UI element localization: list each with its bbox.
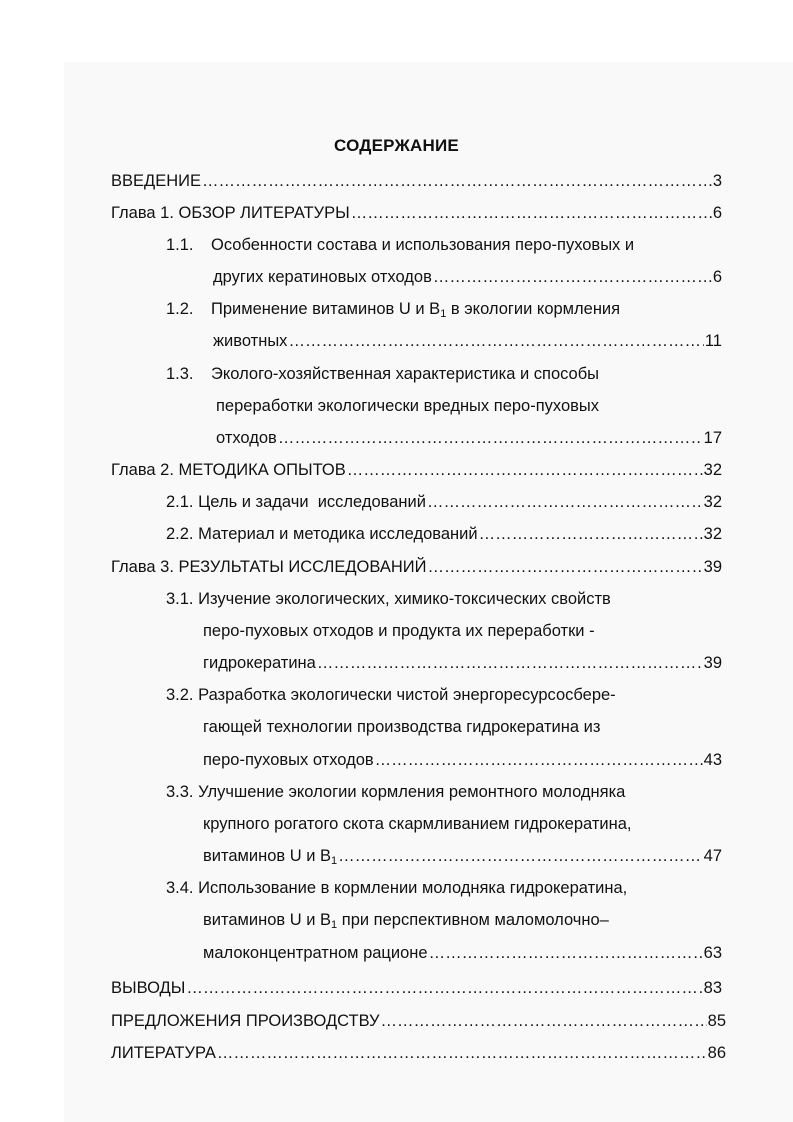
subscript: 1: [331, 919, 338, 931]
toc-page-number: 39: [703, 654, 722, 672]
subscript: 1: [331, 855, 338, 867]
leader-dots: [338, 845, 702, 867]
toc-label: ВЫВОДЫ: [111, 979, 186, 997]
toc-entry-3-4-line-2: [203, 909, 609, 931]
toc-entry-3-3-line-2: [203, 813, 631, 835]
toc-label: отходов: [216, 429, 277, 447]
toc-page-number: 32: [703, 525, 722, 543]
toc-entry-chapter-3: [111, 556, 722, 578]
toc-label: ЛИТЕРАТУРА: [111, 1044, 216, 1062]
toc-label: Глава 3. РЕЗУЛЬТАТЫ ИССЛЕДОВАНИЙ: [111, 558, 427, 576]
toc-page-number: 17: [703, 429, 722, 447]
toc-entry-3-2-line-2: [203, 716, 600, 738]
page-title: СОДЕРЖАНИЕ: [334, 136, 459, 155]
toc-label: перо-пуховых отходов и продукта их переработки -: [203, 622, 595, 640]
toc-label: [211, 300, 620, 318]
toc-label: животных: [213, 332, 288, 350]
toc-label: ПРЕДЛОЖЕНИЯ ПРОИЗВОДСТВУ: [111, 1012, 380, 1030]
toc-label-part: витаминов U и B: [203, 847, 332, 865]
toc-label-part: в экологии кормления: [446, 300, 621, 318]
toc-label: 3.3. Улучшение экологии кормления ремонтного молодняка: [166, 783, 626, 801]
toc-entry-3-1-line-3: [203, 652, 722, 674]
leader-dots: [317, 652, 703, 674]
toc-label: [203, 911, 609, 929]
toc-page-number: 3: [712, 172, 722, 190]
toc-entry-conclusions: [111, 977, 722, 999]
toc-label: гидрокератина: [203, 654, 316, 672]
toc-label: других кератиновых отходов: [213, 268, 432, 286]
toc-entry-2-2: [166, 523, 722, 545]
toc-entry-3-1-line-2: [203, 620, 595, 642]
toc-page-number: 39: [703, 558, 722, 576]
toc-label: гающей технологии производства гидрокератина из: [203, 718, 601, 736]
toc-entry-1-3-line-2: [216, 395, 599, 417]
toc-page-number: 86: [707, 1044, 726, 1062]
toc-page-number: 32: [703, 493, 722, 511]
section-number: 1.1.: [166, 236, 194, 254]
leader-dots: [288, 330, 703, 352]
toc-label: ВВЕДЕНИЕ: [111, 172, 201, 190]
toc-entry-1-2-line-1: [166, 298, 620, 320]
toc-label: переработки экологически вредных перо-пуховых: [216, 397, 600, 415]
leader-dots: [429, 942, 703, 964]
toc-entry-1-3-line-3: [216, 427, 722, 449]
toc-entry-1-3-line-1: [166, 363, 599, 385]
leader-dots: [278, 427, 703, 449]
toc-entry-intro: [111, 170, 722, 192]
toc-label-part: Применение витаминов U и B: [211, 300, 441, 318]
toc-entry-1-1-line-1: [166, 234, 634, 256]
leader-dots: [427, 491, 703, 513]
toc-entry-1-1-line-2: [213, 266, 722, 288]
leader-dots: [479, 523, 703, 545]
toc-page-number: 83: [703, 979, 722, 997]
toc-entry-chapter-1: [111, 202, 722, 224]
leader-dots: [217, 1042, 707, 1064]
toc-entry-2-1: [166, 491, 722, 513]
toc-label: перо-пуховых отходов: [203, 751, 374, 769]
toc-entry-3-3-line-3: [203, 845, 722, 867]
toc-entry-3-4-line-3: [203, 942, 722, 964]
leader-dots: [347, 459, 703, 481]
toc-label: Эколого-хозяйственная характеристика и способы: [211, 365, 600, 383]
toc-label: 3.2. Разработка экологически чистой энергоресурсосбере-: [166, 686, 616, 704]
toc-page-number: 11: [704, 332, 722, 350]
toc-page-number: 43: [703, 751, 722, 769]
toc-label: Глава 2. МЕТОДИКА ОПЫТОВ: [111, 461, 346, 479]
toc-label: Особенности состава и использования перо-пуховых и: [211, 236, 635, 254]
toc-entry-3-1-line-1: [166, 588, 611, 610]
toc-label: 3.4. Использование в кормлении молодняка гидрокератина,: [166, 879, 628, 897]
section-number: 1.3.: [166, 365, 194, 383]
toc-entry-3-3-line-1: [166, 781, 625, 803]
toc-label: [203, 845, 337, 867]
toc-label-part: витаминов U и B: [203, 911, 332, 929]
toc-label: Глава 1. ОБЗОР ЛИТЕРАТУРЫ: [111, 204, 350, 222]
toc-entry-chapter-2: [111, 459, 722, 481]
toc-entry-3-4-line-1: [166, 877, 627, 899]
toc-label-part: при перспективном маломолочно–: [337, 911, 609, 929]
leader-dots: [433, 266, 712, 288]
toc-label: 2.2. Материал и методика исследований: [166, 525, 478, 543]
toc-page-number: 63: [703, 944, 722, 962]
leader-dots: [202, 170, 712, 192]
toc-page-number: 6: [712, 204, 722, 222]
toc-page-number: 47: [703, 847, 722, 865]
toc-label: крупного рогатого скота скармливанием гидрокератина,: [203, 815, 632, 833]
toc-entry-1-2-line-2: [213, 330, 722, 352]
toc-entry-proposals: [111, 1010, 726, 1032]
leader-dots: [186, 977, 702, 999]
leader-dots: [375, 749, 703, 771]
toc-entry-literature: [111, 1042, 726, 1064]
leader-dots: [427, 556, 702, 578]
leader-dots: [351, 202, 712, 224]
section-number: 1.2.: [166, 300, 194, 318]
toc-entry-3-2-line-1: [166, 684, 616, 706]
toc-page-number: 85: [707, 1012, 726, 1030]
toc-label: 2.1. Цель и задачи исследований: [166, 493, 426, 511]
toc-page-number: 6: [712, 268, 722, 286]
leader-dots: [381, 1010, 707, 1032]
toc-label: 3.1. Изучение экологических, химико-токсических свойств: [166, 590, 611, 608]
subscript: 1: [440, 308, 447, 320]
toc-entry-3-2-line-3: [203, 749, 722, 771]
toc-label: малоконцентратном рационе: [203, 944, 428, 962]
toc-page-number: 32: [703, 461, 722, 479]
